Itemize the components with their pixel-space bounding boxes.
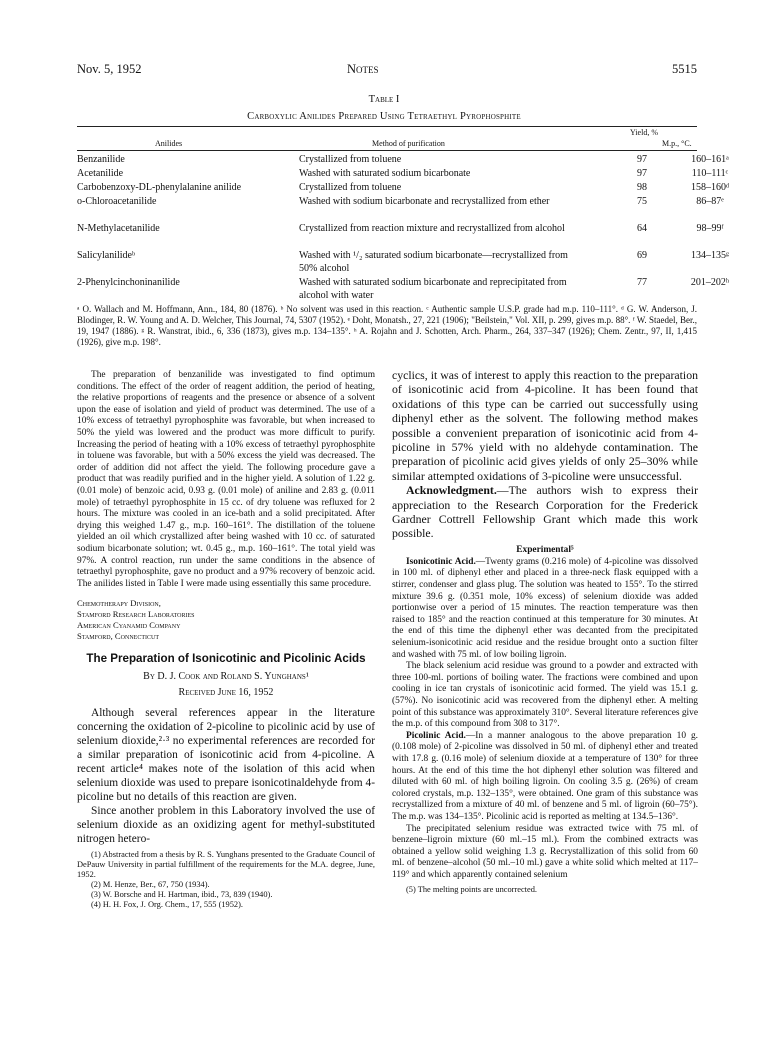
left-column	[77, 370, 375, 910]
cell-anilide: Salicylanilideᵇ	[77, 250, 136, 261]
affiliation-line: Stamford, Connecticut	[77, 631, 159, 642]
col-header-method: Method of purification	[372, 139, 445, 148]
col-header-yield: Yield, %	[630, 128, 658, 137]
affiliation-line: American Cyanamid Company	[77, 620, 181, 631]
col-header-mp: M.p., °C.	[662, 139, 692, 148]
cell-method: Washed with saturated sodium bicarbonate and reprecipitated from alcohol with water	[299, 277, 567, 301]
reference-list	[77, 850, 375, 910]
subsection-heading: Picolinic Acid.	[406, 730, 466, 741]
cell-yield: 69	[637, 250, 647, 261]
body-paragraph: The black selenium acid residue was ground to a powder and extracted with three 100-ml. portions of boiling water. The fractions were combined and upon cooling in ice tan crystals of isonicotinic acid formed. The yield was 15.1 g. (57%). No isonicotinic acid was recovered from the diphenyl ether. A melting point of this substance was approximately 310°. Several literature references give the m.p. of this compound from 308 to 317°.	[392, 661, 698, 730]
cell-anilide: o-Chloroacetanilide	[77, 196, 157, 207]
received-date: Received June 16, 1952	[178, 686, 274, 698]
cell-mp: 134–135ᵍ	[690, 250, 729, 261]
body-paragraph: The precipitated selenium residue was extracted twice with 75 ml. of benzene–ligroin mixture (60 ml.–15 ml.). From the combined extracts was obtained a yellow solid weighing 1.3 g. Recrystallization of this solid from 60 ml. of benzene–alcohol (50 ml.–10 ml.) gave a white solid which melted at 117–119° and which apparently contained selenium	[392, 823, 698, 880]
cell-method: Crystallized from reaction mixture and recrystallized from alcohol	[299, 223, 565, 234]
cell-yield: 97	[637, 154, 647, 165]
cell-method: Washed with saturated sodium bicarbonate	[299, 168, 471, 179]
body-paragraph: The preparation of benzanilide was investigated to find optimum conditions. The effect of the order of reagent addition, the period of heating, the relative proportions of reagents and the presence or absence of a solvent upon the ease of isolation and yield of product was determined. The use of a 10% excess of tetraethyl pyrophosphite was favorable, but when increased to 50% the yield was lowered and the product was more difficult to purify. Increasing the period of heating with a 10% excess of tetraethyl pyrophosphite in toluene was favorable, but with a 50% excess the yield was decreased. The order of addition did not affect the yield. The following procedure gave a product that was readily purified and in the higher yield. A solution of 1.22 g. (0.01 mole) of benzoic acid, 0.93 g. (0.01 mole) of aniline and 2.83 g. (0.011 mole) of tetraethyl pyrophosphite in 15 cc. of dry toluene was refluxed for 2 hours. The mixture was cooled in an ice-bath and a solid precipitated. After drying this weighed 1.47 g., m.p. 160–161°. The distillation of the toluene yielded an oil which crystallized after being washed with 10 cc. of saturated sodium bicarbonate solution; wt. 0.45 g., m.p. 160–161°. The total yield was 97%. A control reaction, run under the same conditions in the absence of tetraethyl pyrophosphite, gave no product and a 97% recovery of benzoic acid. The anilides listed in Table I were made using essentially this same procedure.	[77, 370, 375, 589]
body-paragraph: —In a manner analogous to the above preparation 10 g. (0.108 mole) of 2-picoline was dissolved in 50 ml. of diphenyl ether and treated with 17.8 g. (0.16 mole) of selenium dioxide at a temperature of 130° for three hours. At the end of this time the hot diphenyl ether solution was filtered and diluted with 60 ml. of high boiling ligroin. On cooling 3.5 g. (26%) of cream colored crystals, m.p. 132–135°, were obtained. One gram of this substance was recrystallized from a mixture of 40 ml. of benzene and 5 ml. of ligroin (60–75°). The m.p. was 134–135°. Picolinic acid is reported as melting at 134.5–136°.	[392, 730, 698, 822]
table-number: Table I	[368, 94, 400, 105]
reference-item: (5) The melting points are uncorrected.	[406, 884, 538, 894]
cell-anilide: 2-Phenylcinchoninanilide	[77, 277, 180, 288]
col-header-anilides: Anilides	[155, 139, 183, 148]
body-paragraph: Although several references appear in the literature concerning the oxidation of 2-picoline to picolinic acid by use of selenium dioxide,²·³ no experimental references are recorded for a similar preparation of isonicotinic acid from 4-picoline. A recent article⁴ makes note of the isolation of this acid when selenium dioxide was used to prepare isonicotinaldehyde from 4-picoline but no details of this reaction are given.	[77, 707, 375, 804]
cell-mp: 110–111ᶜ	[691, 168, 729, 179]
cell-anilide: Benzanilide	[77, 154, 125, 165]
body-paragraph: cyclics, it was of interest to apply this reaction to the preparation of isonicotinic acid from 4-picoline. It has been found that oxidations of this type can be carried out successfully using diphenyl ether as the solvent. The following method makes possible a convenient preparation of isonicotinic acid from 4-picoline in 57% yield with no aldehyde contamination. The preparation of picolinic acid gives yields of only 25–30% while similar attempted oxidations of 3-picoline were unsuccessful.	[392, 368, 698, 483]
right-column	[392, 368, 698, 895]
affiliation-line: Chemotherapy Division,	[77, 598, 161, 609]
cell-anilide: N-Methylacetanilide	[77, 223, 160, 234]
subsection-heading: Isonicotinic Acid.	[406, 556, 476, 567]
table-header-rule	[77, 150, 697, 151]
cell-yield: 77	[637, 277, 647, 288]
cell-anilide: Acetanilide	[77, 168, 124, 179]
cell-method: Crystallized from toluene	[299, 182, 402, 193]
byline: By D. J. Cook and Roland S. Yunghans¹	[143, 671, 309, 683]
table-caption: Carboxylic Anilides Prepared Using Tetraethyl Pyrophosphite	[247, 111, 521, 122]
cell-yield: 75	[637, 196, 647, 207]
cell-mp: 201–202ʰ	[690, 277, 730, 288]
reference-item: (3) W. Borsche and H. Hartman, ibid., 73, 839 (1940).	[91, 890, 273, 900]
cell-method: Washed with ¹/₂ saturated sodium bicarbonate—recrystallized from 50% alcohol	[299, 250, 568, 274]
table-footnotes: ᵃ O. Wallach and M. Hoffmann, Ann., 184, 80 (1876). ᵇ No solvent was used in this reaction. ᶜ Authentic sample U.S.P. grade had m.p. 110–111°. ᵈ G. W. Anderson, J. Blodinger, R. W. Young and A. D. Welcher, This Journal, 74, 5307 (1952). ᵉ Doht, Monatsh., 27, 221 (1906); "Beilstein," Vol. XII, p. 299, gives m.p. 88°. ᶠ W. Staedel, Ber., 19, 1947 (1886). ᵍ R. Wanstrat, ibid., 6, 336 (1873), gives m.p. 134–135°. ʰ A. Rojahn and J. Schotten, Arch. Pharm., 264, 337–347 (1926); Chem. Zentr., 97, II, 1,415 (1926), give m.p. 198°.	[77, 304, 697, 347]
header-section: Notes	[347, 62, 379, 76]
reference-item: (2) M. Henze, Ber., 67, 750 (1934).	[91, 880, 210, 890]
header-date: Nov. 5, 1952	[77, 62, 142, 76]
reference-item: (1) Abstracted from a thesis by R. S. Yunghans presented to the Graduate Council of DePauw University in partial fulfillment of the requirements for the M.A. degree, June, 1952.	[77, 850, 375, 880]
body-paragraph: —Twenty grams (0.216 mole) of 4-picoline was dissolved in 100 ml. of diphenyl ether and placed in a three-neck flask equipped with a stirrer, condenser and glass plug. The solution was heated to 155°. To the stirred mixture 39.6 g. (0.351 mole, 10% excess) of selenium dioxide was added portionwise over a period of 15 minutes. The reaction temperature was then raised to 185° and the reaction continued at this temperature for 30 minutes. At the end of this time the diphenyl ether was decanted from the precipitated selenium-isonicotinic acid residue and the residue brought onto a suction filter and washed with 75 ml. of low boiling ligroin.	[392, 556, 698, 660]
affiliation-line: Stamford Research Laboratories	[77, 609, 195, 620]
acknowledgment-heading: Acknowledgment.	[406, 483, 497, 498]
reference-item: (4) H. H. Fox, J. Org. Chem., 17, 555 (1952).	[91, 900, 243, 910]
cell-mp: 86–87ᵉ	[696, 196, 724, 207]
table-top-rule	[77, 126, 697, 127]
experimental-heading: Experimental⁵	[516, 544, 574, 555]
article-title: The Preparation of Isonicotinic and Picolinic Acids	[86, 652, 366, 666]
affiliation	[77, 598, 375, 642]
acknowledgment-text: —The authors wish to express their appreciation to the Research Corporation for the Frederick Gardner Cottrell Fellowship Grant which made this work possible.	[392, 483, 698, 541]
cell-mp: 160–161ᵃ	[691, 154, 729, 165]
cell-mp: 158–160ᵈ	[690, 182, 730, 193]
cell-yield: 64	[637, 223, 647, 234]
cell-yield: 98	[637, 182, 647, 193]
body-paragraph: Since another problem in this Laboratory involved the use of selenium dioxide as an oxidizing agent for methyl-substituted nitrogen hetero-	[77, 805, 375, 846]
header-page-number: 5515	[672, 62, 697, 76]
cell-anilide: Carbobenzoxy-DL-phenylalanine anilide	[77, 182, 242, 193]
cell-method: Crystallized from toluene	[299, 154, 402, 165]
cell-mp: 98–99ᶠ	[696, 223, 724, 234]
cell-yield: 97	[637, 168, 647, 179]
cell-method: Washed with sodium bicarbonate and recrystallized from ether	[299, 196, 550, 207]
